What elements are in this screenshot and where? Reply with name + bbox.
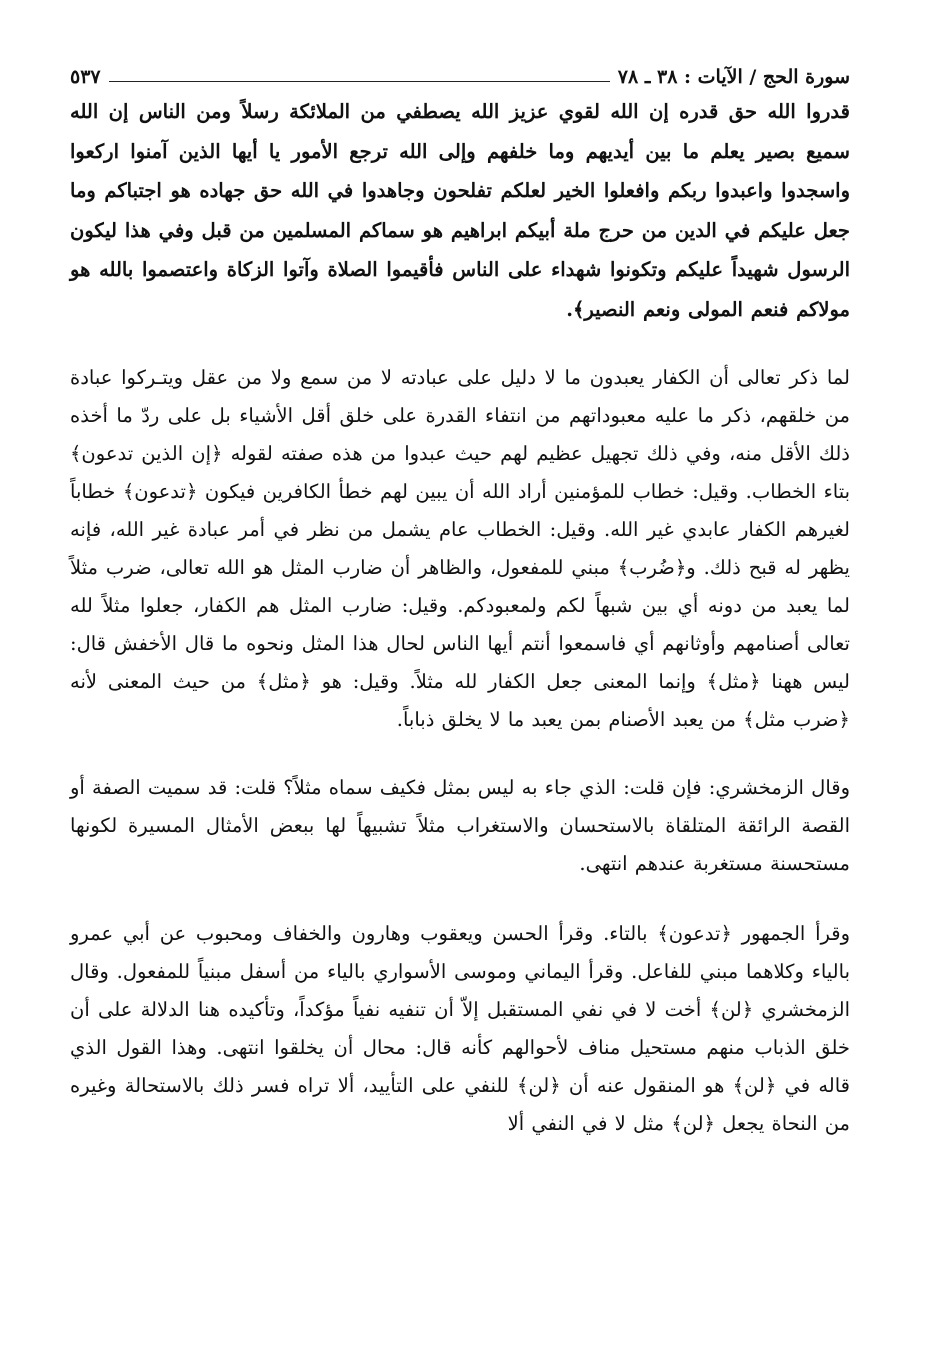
commentary-paragraph-3: وقرأ الجمهور ﴿تدعون﴾ بالتاء. وقرأ الحسن ويعقوب وهارون والخفاف ومحبوب عن أبي عمرو بالياء وكلاهما مبني للفاعل. وقرأ اليماني وموسى الأسواري بالياء من أسفل مبنياً للمفعول. وقال الزمخشري ﴿لن﴾ أخت لا في نفي المستقبل إلاّ أن تنفيه نفياً مؤكداً، وتأكيده هنا الدلالة على أن خلق الذباب منهم مستحيل مناف لأحوالهم كأنه قال: محال أن يخلقوا انتهى. وهذا القول الذي قاله في ﴿لن﴾ هو المنقول عنه أن ﴿لن﴾ للنفي على التأييد، ألا تراه فسر ذلك بالاستحالة وغيره من النحاة يجعل ﴿لن﴾ مثل لا في النفي ألا bbox=[70, 922, 850, 1135]
header-rule bbox=[109, 81, 610, 82]
page-header bbox=[70, 58, 850, 88]
commentary-paragraph-1: لما ذكر تعالى أن الكفار يعبدون ما لا دليل على عبادته لا من سمع ولا من عقل ويتـركوا عبادة من خلقهم، ذكر ما عليه معبوداتهم من انتفاء القدرة على خلق أقل الأشياء بل على ردّ ما أخذه ذلك الأقل منه، وفي ذلك تجهيل عظيم لهم حيث عبدوا من هذه صفته لقوله ﴿إن الذين تدعون﴾ بتاء الخطاب. وقيل: خطاب للمؤمنين أراد الله أن يبين لهم خطأ الكافرين فيكون ﴿تدعون﴾ خطاباً لغيرهم الكفار عابدي غير الله. وقيل: الخطاب عام يشمل من نظر في أمر عبادة غير الله، فإنه يظهر له قبح ذلك. و﴿ضُرب﴾ مبني للمفعول، والظاهر أن ضارب المثل هو الله تعالى، ضرب مثلاً لما يعبد من دونه أي بين شبهاً لكم ولمعبودكم. وقيل: ضارب المثل هم الكفار، جعلوا مثلاً لله تعالى أصنامهم وأوثانهم أي فاسمعوا أنتم أيها الناس لحال هذا المثل ونحوه ما قال الأخفش قال: ليس ههنا ﴿مثل﴾ وإنما المعنى جعل الكفار لله مثلاً. وقيل: هو ﴿مثل﴾ من حيث المعنى لأنه ﴿ضرب مثل﴾ من يعبد الأصنام بمن يعبد ما لا يخلق ذباباً. bbox=[70, 366, 850, 731]
page-number: ٥٣٧ bbox=[70, 66, 101, 88]
quran-verse-text: قدروا الله حق قدره إن الله لقوي عزيز الله يصطفي من الملائكة رسلاً ومن الناس إن الله سميع بصير يعلم ما بين أيديهم وما خلفهم وإلى الله ترجع الأمور يا أيها الذين آمنوا اركعوا واسجدوا واعبدوا ربكم وافعلوا الخير لعلكم تفلحون وجاهدوا في الله حق جهاده هو اجتباكم وما جعل عليكم في الدين من حرج ملة أبيكم ابراهيم هو سماكم المسلمين من قبل وفي هذا ليكون الرسول شهيداً عليكم وتكونوا شهداء على الناس فأقيموا الصلاة وآتوا الزكاة واعتصموا بالله هو مولاكم فنعم المولى ونعم النصير﴾. bbox=[70, 100, 850, 321]
commentary-paragraph-2: وقال الزمخشري: فإن قلت: الذي جاء به ليس بمثل فكيف سماه مثلاً؟ قلت: قد سميت الصفة أو القصة الرائقة المتلقاة بالاستحسان والاستغراب مثلاً تشبيهاً لها ببعض الأمثال المسيرة لكونها مستحسنة مستغربة عندهم انتهى. bbox=[70, 776, 850, 875]
book-page bbox=[70, 58, 850, 1143]
running-title: سورة الحج / الآيات : ٣٨ ـ ٧٨ bbox=[617, 66, 850, 88]
